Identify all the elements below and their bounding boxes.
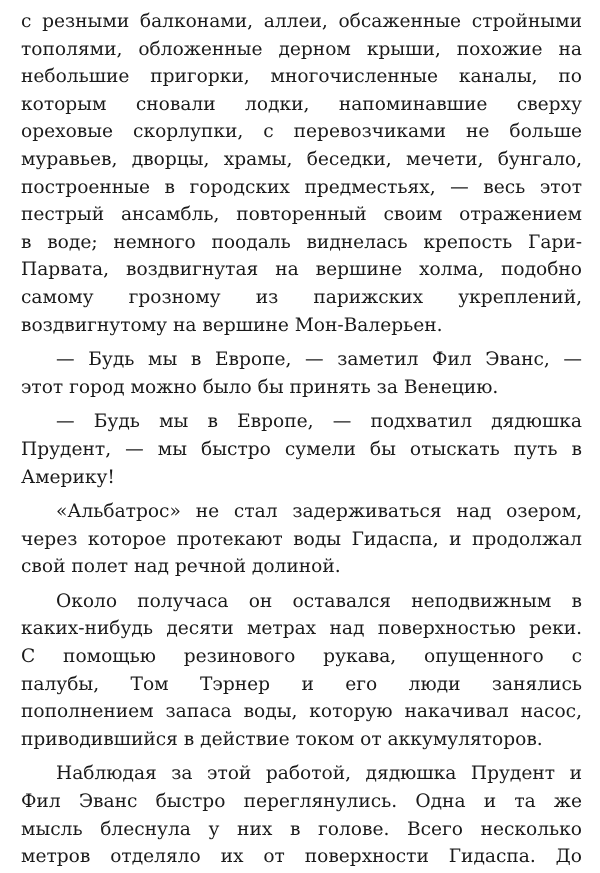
text-line: ореховые скорлупки, с перевозчиками не больше (21, 121, 582, 143)
text-line: мысль блеснула у них в голове. Всего несколько (21, 818, 582, 840)
text-line: Около получаса он оставался неподвижным в (56, 590, 582, 612)
text-line: тополями, обложенные дерном крыши, похожие на (21, 38, 582, 60)
text-line: в воде; немного поодаль виднелась крепость Гари- (21, 231, 582, 253)
text-line: построенные в городских предместьях, — весь этот (21, 176, 582, 198)
text-line: Парвата, воздвигнутая на вершине холма, подобно (21, 259, 582, 281)
text-line: свой полет над речной долиной. (21, 556, 341, 578)
text-line: Наблюдая за этой работой, дядюшка Прудент и (56, 763, 582, 785)
text-line: с резными балконами, аллеи, обсаженные стройными (21, 11, 582, 32)
text-line: С помощью резинового рукава, опущенного с (21, 646, 582, 668)
text-line: воздвигнутому на вершине Мон-Валерьен. (21, 314, 443, 336)
text-line: Америку! (21, 466, 115, 488)
text-line: этот город можно было бы принять за Венецию. (21, 376, 499, 398)
text-line: которым сновали лодки, напоминавшие сверху (21, 93, 582, 115)
text-line: палубы, Том Тэрнер и его люди занялись (21, 673, 582, 695)
text-line: пестрый ансамбль, повторенный своим отражением (21, 204, 582, 226)
text-line: — Будь мы в Европе, — подхватил дядюшка (56, 411, 582, 433)
text-line: самому грозному из парижских укреплений, (21, 286, 582, 308)
text-line: небольшие пригорки, многочисленные каналы, по (21, 66, 582, 88)
text-line: «Альбатрос» не стал задерживаться над озером, (56, 501, 582, 523)
text-line: через которое протекают воды Гидаспа, и продолжал (21, 528, 582, 550)
text-line: Фил Эванс быстро переглянулись. Одна и та же (21, 791, 582, 813)
document-page (21, 8, 582, 871)
text-line: Прудент, — мы быстро сумели бы отыскать путь в (21, 438, 582, 460)
text-line: муравьев, дворцы, храмы, беседки, мечети, бунгало, (21, 148, 582, 170)
text-line: приводившийся в действие током от аккумуляторов. (21, 728, 543, 750)
text-line: — Будь мы в Европе, — заметил Фил Эванс, — (56, 349, 582, 371)
text-line: метров отделяло их от поверхности Гидаспа. До (21, 846, 582, 868)
text-line: пополнением запаса воды, которую накачивал насос, (21, 701, 582, 723)
text-line: каких-нибудь десяти метрах над поверхностью реки. (21, 618, 582, 640)
